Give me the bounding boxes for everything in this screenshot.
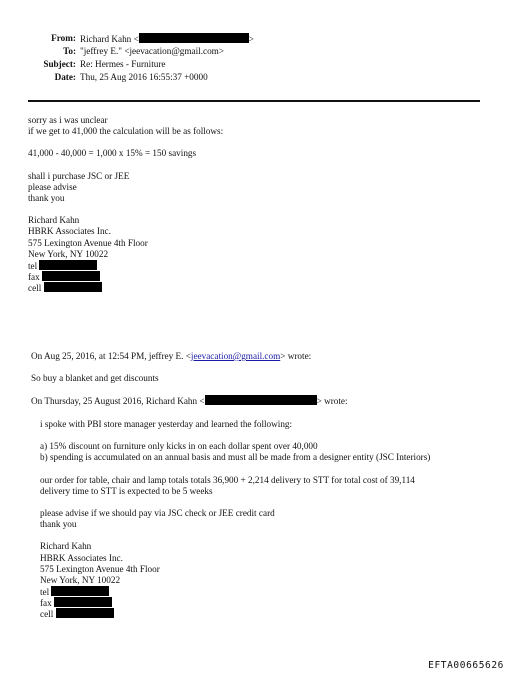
- redaction-block: [139, 33, 249, 43]
- subject-label: Subject:: [43, 59, 76, 69]
- quote-advise: please advise if we should pay via JSC check or JEE credit card: [40, 507, 275, 518]
- header-divider: [28, 100, 480, 102]
- date-value: Thu, 25 Aug 2016 16:55:37 +0000: [80, 72, 208, 82]
- reply-line: sorry as i was unclear: [28, 115, 108, 125]
- signature-city: New York, NY 10022: [28, 248, 109, 259]
- tel-row: tel: [28, 260, 223, 271]
- tel-row: tel: [40, 586, 430, 597]
- redaction-block: [205, 395, 317, 405]
- header-to-row: [0, 46, 512, 59]
- quote-body: So buy a blanket and get discounts: [31, 373, 159, 384]
- from-value: Richard Kahn <: [80, 34, 139, 44]
- advise-line: please advise: [28, 181, 77, 192]
- quote-point-b: b) spending is accumulated on an annual basis and must all be made from a designer entity (JSC Interiors): [40, 452, 431, 463]
- quoted-message-1: [31, 351, 348, 407]
- email-header: [0, 33, 512, 85]
- quote-thanks: thank you: [40, 519, 77, 530]
- signature-address: 575 Lexington Avenue 4th Floor: [40, 563, 160, 574]
- redaction-block: [44, 282, 102, 292]
- redaction-block: [51, 586, 109, 596]
- signature-city: New York, NY 10022: [40, 574, 121, 585]
- header-date-row: [0, 72, 512, 85]
- fax-row: fax: [40, 597, 430, 608]
- redaction-block: [54, 597, 112, 607]
- signature-company: HBRK Associates Inc.: [28, 226, 111, 237]
- email-link[interactable]: jeevacation@gmail.com: [190, 351, 281, 361]
- header-subject-row: [0, 59, 512, 72]
- redaction-block: [39, 260, 97, 270]
- quote-intro: On Aug 25, 2016, at 12:54 PM, jeffrey E. <jeevacation@gmail.com> wrote:: [31, 351, 312, 361]
- signature-name: Richard Kahn: [28, 215, 80, 226]
- cell-row: cell: [40, 608, 430, 619]
- quote-delivery: delivery time to STT is expected to be 5 weeks: [40, 485, 213, 496]
- fax-row: fax: [28, 271, 223, 282]
- signature-address: 575 Lexington Avenue 4th Floor: [28, 237, 148, 248]
- from-close: >: [248, 34, 254, 44]
- cell-row: cell: [28, 282, 223, 293]
- reply-body: [28, 115, 223, 293]
- redaction-block: [42, 271, 100, 281]
- question-line: shall i purchase JSC or JEE: [28, 170, 130, 181]
- quote-point-a: a) 15% discount on furniture only kicks in on each dollar spent over 40,000: [40, 441, 318, 452]
- to-value: "jeffrey E." <jeevacation@gmail.com>: [80, 46, 225, 56]
- to-label: To:: [63, 46, 76, 56]
- calculation-line: 41,000 - 40,000 = 1,000 x 15% = 150 savings: [28, 148, 197, 159]
- thanks-line: thank you: [28, 192, 65, 203]
- reply-line: if we get to 41,000 the calculation will be as follows:: [28, 126, 224, 137]
- bates-stamp: EFTA00665626: [428, 660, 504, 671]
- from-label: From:: [51, 33, 76, 43]
- quote-line: i spoke with PBI store manager yesterday and learned the following:: [40, 419, 293, 429]
- quote-intro: On Thursday, 25 August 2016, Richard Kahn < > wrote:: [31, 396, 348, 407]
- header-from-row: [0, 33, 512, 46]
- signature-company: HBRK Associates Inc.: [40, 552, 123, 563]
- quote-order: our order for table, chair and lamp totals totals 36,900 + 2,214 delivery to STT for total cost of 39,114: [40, 474, 415, 485]
- date-label: Date:: [54, 72, 76, 82]
- redaction-block: [56, 608, 114, 618]
- subject-value: Re: Hermes - Furniture: [80, 59, 166, 69]
- quoted-message-2: [40, 419, 430, 620]
- signature-name: Richard Kahn: [40, 541, 92, 552]
